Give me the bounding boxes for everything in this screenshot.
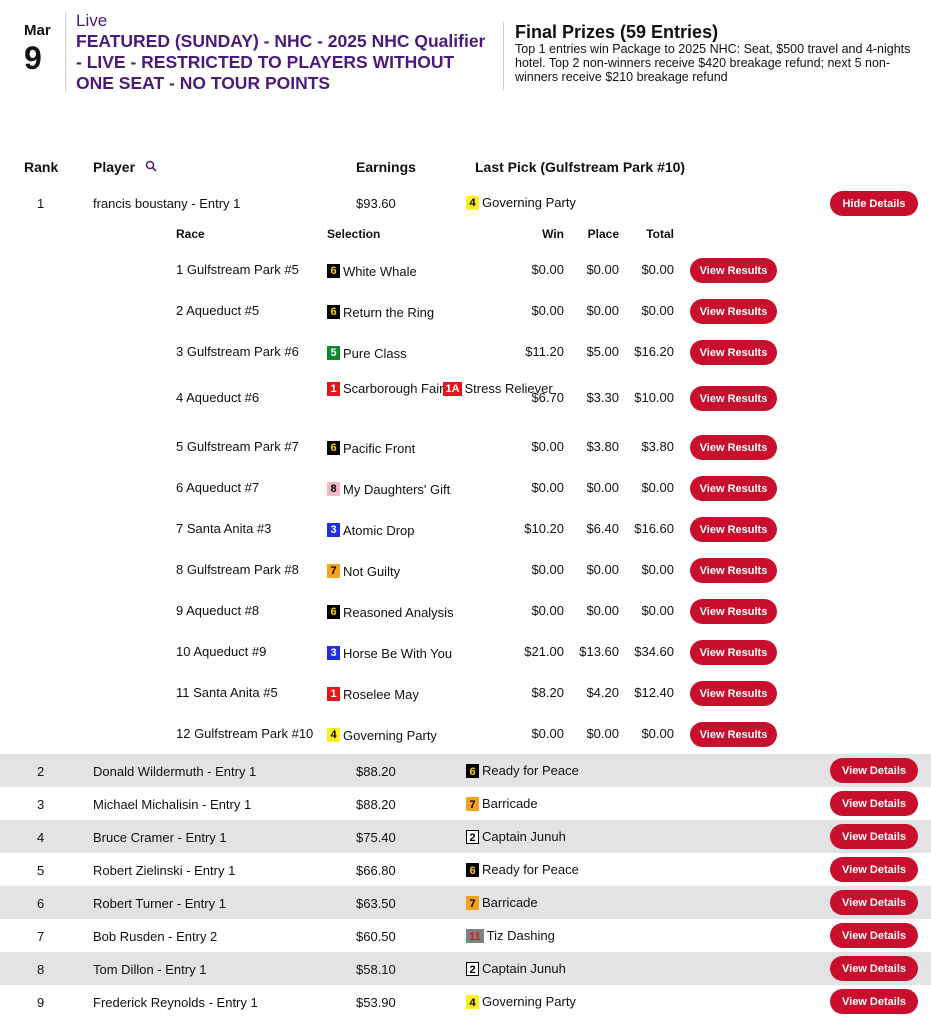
prizes-title: Final Prizes (59 Entries) bbox=[515, 22, 719, 42]
win-amount: $6.70 bbox=[531, 390, 564, 405]
selection-pick bbox=[327, 646, 452, 661]
race-detail-row bbox=[0, 338, 931, 366]
horse-name: Barricade bbox=[482, 895, 538, 910]
place-amount: $0.00 bbox=[586, 480, 619, 495]
rank: 7 bbox=[37, 929, 45, 944]
selection-column-header: Selection bbox=[327, 227, 381, 241]
horse-name: Reasoned Analysis bbox=[343, 604, 454, 620]
view-results-button[interactable]: View Results bbox=[690, 599, 777, 624]
place-amount: $5.00 bbox=[586, 344, 619, 359]
program-number: 7 bbox=[466, 896, 479, 910]
horse-name: Governing Party bbox=[482, 994, 576, 1009]
win-amount: $0.00 bbox=[531, 726, 564, 741]
race-column-header: Race bbox=[176, 227, 205, 241]
place-amount: $4.20 bbox=[586, 685, 619, 700]
rank-column-header: Rank bbox=[24, 159, 59, 175]
win-amount: $21.00 bbox=[524, 644, 564, 659]
program-number: 6 bbox=[466, 764, 479, 778]
earnings: $75.40 bbox=[356, 830, 396, 845]
race-name: 8 Gulfstream Park #8 bbox=[176, 562, 299, 577]
leaderboard-row bbox=[0, 820, 931, 853]
program-number: 6 bbox=[327, 441, 340, 455]
event-info bbox=[76, 11, 486, 94]
race-name: 12 Gulfstream Park #10 bbox=[176, 726, 314, 741]
earnings: $88.20 bbox=[356, 797, 396, 812]
race-name: 7 Santa Anita #3 bbox=[176, 521, 272, 536]
horse-name: Scarborough Fair bbox=[343, 381, 444, 396]
total-amount: $10.00 bbox=[634, 390, 674, 405]
selection bbox=[327, 439, 415, 456]
earnings: $60.50 bbox=[356, 929, 396, 944]
earnings: $53.90 bbox=[356, 995, 396, 1010]
player-name[interactable]: Robert Turner - Entry 1 bbox=[93, 896, 226, 911]
selection bbox=[327, 521, 415, 538]
program-number: 1 bbox=[327, 687, 340, 701]
horse-name: Tiz Dashing bbox=[486, 928, 555, 943]
last-pick bbox=[466, 195, 576, 210]
horse-name: Roselee May bbox=[343, 686, 419, 702]
selection-pick bbox=[327, 305, 434, 320]
selection-pick bbox=[327, 564, 400, 579]
horse-name: Ready for Peace bbox=[482, 763, 579, 778]
race-name: 11 Santa Anita #5 bbox=[176, 685, 278, 700]
total-column-header: Total bbox=[646, 227, 674, 241]
selection bbox=[327, 303, 434, 320]
leaderboard-row bbox=[0, 952, 931, 985]
horse-name: Pure Class bbox=[343, 345, 407, 361]
selection bbox=[327, 603, 454, 620]
program-number: 6 bbox=[466, 863, 479, 877]
place-column-header: Place bbox=[587, 227, 619, 241]
rank: 4 bbox=[37, 830, 45, 845]
place-amount: $0.00 bbox=[586, 303, 619, 318]
race-detail-row bbox=[0, 297, 931, 325]
selection-pick bbox=[327, 482, 450, 497]
place-amount: $3.80 bbox=[586, 439, 619, 454]
last-pick bbox=[466, 763, 579, 778]
leaderboard-row bbox=[0, 919, 931, 952]
program-number: 5 bbox=[327, 346, 340, 360]
place-amount: $13.60 bbox=[579, 644, 619, 659]
race-detail-row bbox=[0, 720, 931, 748]
view-details-button[interactable]: View Details bbox=[830, 923, 918, 948]
total-amount: $16.60 bbox=[634, 521, 674, 536]
event-month: Mar bbox=[24, 22, 51, 39]
last-pick bbox=[466, 895, 538, 910]
earnings: $66.80 bbox=[356, 863, 396, 878]
player-column-header bbox=[93, 159, 157, 175]
program-number: 1A bbox=[445, 382, 460, 395]
race-name: 9 Aqueduct #8 bbox=[176, 603, 260, 618]
win-column-header: Win bbox=[542, 227, 564, 241]
selection bbox=[327, 644, 452, 661]
place-amount: $0.00 bbox=[586, 726, 619, 741]
total-amount: $0.00 bbox=[641, 303, 674, 318]
total-amount: $0.00 bbox=[641, 562, 674, 577]
view-results-button[interactable]: View Results bbox=[690, 258, 777, 283]
selection-pick bbox=[327, 728, 437, 743]
win-amount: $8.20 bbox=[531, 685, 564, 700]
player-name[interactable]: francis boustany - Entry 1 bbox=[93, 196, 241, 211]
race-name: 3 Gulfstream Park #6 bbox=[176, 344, 299, 359]
view-details-button[interactable]: View Details bbox=[830, 824, 918, 849]
total-amount: $0.00 bbox=[641, 603, 674, 618]
horse-name: Return the Ring bbox=[343, 304, 435, 320]
earnings: $88.20 bbox=[356, 764, 396, 779]
program-number: 4 bbox=[466, 995, 479, 1009]
selection-pick bbox=[327, 687, 419, 702]
player-name[interactable]: Tom Dillon - Entry 1 bbox=[93, 962, 207, 977]
earnings: $93.60 bbox=[356, 196, 396, 211]
selection-pick bbox=[327, 381, 443, 396]
selection bbox=[327, 562, 400, 579]
total-amount: $0.00 bbox=[641, 480, 674, 495]
event-day: 9 bbox=[24, 40, 42, 76]
earnings-column-header: Earnings bbox=[356, 159, 416, 175]
horse-name: Horse Be With You bbox=[343, 645, 453, 661]
place-amount: $0.00 bbox=[586, 262, 619, 277]
rank: 1 bbox=[37, 196, 45, 211]
player-name[interactable]: Michael Michalisin - Entry 1 bbox=[93, 797, 252, 812]
program-number: 7 bbox=[327, 564, 340, 578]
view-details-button[interactable]: View Details bbox=[830, 791, 918, 816]
program-number: 4 bbox=[327, 728, 340, 742]
race-detail-row bbox=[0, 515, 931, 543]
program-number: 3 bbox=[327, 646, 340, 660]
win-amount: $0.00 bbox=[531, 303, 564, 318]
total-amount: $12.40 bbox=[634, 685, 674, 700]
win-amount: $0.00 bbox=[531, 603, 564, 618]
horse-name: Atomic Drop bbox=[343, 522, 415, 538]
horse-name: Captain Junuh bbox=[482, 829, 566, 844]
last-pick bbox=[466, 994, 576, 1009]
search-icon[interactable] bbox=[145, 159, 157, 175]
rank: 2 bbox=[37, 764, 45, 779]
view-results-button[interactable]: View Results bbox=[690, 517, 777, 542]
win-amount: $0.00 bbox=[531, 562, 564, 577]
view-results-button[interactable]: View Results bbox=[690, 386, 777, 411]
view-results-button[interactable]: View Results bbox=[690, 640, 777, 665]
race-name: 4 Aqueduct #6 bbox=[176, 390, 260, 405]
total-amount: $16.20 bbox=[634, 344, 674, 359]
program-number: 2 bbox=[466, 830, 479, 844]
program-number: 4 bbox=[466, 196, 479, 210]
race-detail-row bbox=[0, 256, 931, 284]
leaderboard-row bbox=[0, 985, 931, 1018]
player-name[interactable]: Bruce Cramer - Entry 1 bbox=[93, 830, 227, 845]
selection bbox=[327, 726, 437, 743]
prizes-panel bbox=[515, 22, 929, 84]
win-amount: $10.20 bbox=[524, 521, 564, 536]
race-name: 1 Gulfstream Park #5 bbox=[176, 262, 299, 277]
rank: 3 bbox=[37, 797, 45, 812]
leaderboard-row bbox=[0, 853, 931, 886]
horse-name: My Daughters' Gift bbox=[343, 481, 451, 497]
selection-pick bbox=[327, 346, 407, 361]
earnings: $63.50 bbox=[356, 896, 396, 911]
last-pick bbox=[466, 796, 538, 811]
last-pick bbox=[466, 862, 579, 877]
program-number: 8 bbox=[327, 482, 340, 496]
selection-pick bbox=[327, 441, 415, 456]
view-details-button[interactable]: View Details bbox=[830, 758, 918, 783]
view-details-button[interactable]: View Details bbox=[830, 857, 918, 882]
leaderboard-row-leader bbox=[0, 189, 931, 219]
place-amount: $0.00 bbox=[586, 603, 619, 618]
race-detail-row bbox=[0, 433, 931, 461]
horse-name: Not Guilty bbox=[343, 563, 401, 579]
selection bbox=[327, 480, 450, 497]
horse-name: Captain Junuh bbox=[482, 961, 566, 976]
prizes-description: Top 1 entries win Package to 2025 NHC: Seat, $500 travel and 4-nights hotel. Top 2 non-winners receive $420 breakage refund; next 5 non-winners receive $210 breakage refund bbox=[515, 42, 911, 84]
view-results-button[interactable]: View Results bbox=[690, 681, 777, 706]
total-amount: $34.60 bbox=[634, 644, 674, 659]
selection bbox=[327, 262, 417, 279]
program-number: 3 bbox=[327, 523, 340, 537]
total-amount: $3.80 bbox=[641, 439, 674, 454]
player-column-label: Player bbox=[93, 159, 136, 175]
view-details-button[interactable]: View Details bbox=[830, 890, 918, 915]
race-detail-row bbox=[0, 556, 931, 584]
view-results-button[interactable]: View Results bbox=[690, 299, 777, 324]
player-name[interactable]: Donald Wildermuth - Entry 1 bbox=[93, 764, 257, 779]
rank: 5 bbox=[37, 863, 45, 878]
selection-pick bbox=[327, 264, 417, 279]
race-detail-row bbox=[0, 638, 931, 666]
player-name[interactable]: Frederick Reynolds - Entry 1 bbox=[93, 995, 258, 1010]
program-number: 7 bbox=[466, 797, 479, 811]
rank: 8 bbox=[37, 962, 45, 977]
rank: 9 bbox=[37, 995, 45, 1010]
player-name[interactable]: Bob Rusden - Entry 2 bbox=[93, 929, 218, 944]
event-status: Live bbox=[76, 11, 108, 30]
earnings: $58.10 bbox=[356, 962, 396, 977]
program-number: 6 bbox=[327, 305, 340, 319]
leaderboard-row bbox=[0, 886, 931, 919]
horse-name: Governing Party bbox=[482, 195, 576, 210]
race-name: 2 Aqueduct #5 bbox=[176, 303, 260, 318]
race-name: 5 Gulfstream Park #7 bbox=[176, 439, 299, 454]
horse-name: Pacific Front bbox=[343, 440, 416, 456]
race-name: 6 Aqueduct #7 bbox=[176, 480, 260, 495]
event-title: FEATURED (SUNDAY) - NHC - 2025 NHC Qualifier - LIVE - RESTRICTED TO PLAYERS WITHOUT ONE SEAT - NO TOUR POINTS bbox=[76, 31, 486, 93]
last-pick bbox=[466, 829, 566, 844]
view-results-button[interactable]: View Results bbox=[690, 558, 777, 583]
event-header bbox=[0, 0, 931, 110]
selection-pick bbox=[327, 605, 454, 620]
win-amount: $0.00 bbox=[531, 262, 564, 277]
view-results-button[interactable]: View Results bbox=[690, 722, 777, 747]
player-name[interactable]: Robert Zielinski - Entry 1 bbox=[93, 863, 236, 878]
leaderboard-row bbox=[0, 787, 931, 820]
place-amount: $6.40 bbox=[586, 521, 619, 536]
horse-name: Governing Party bbox=[343, 727, 437, 743]
race-detail-row bbox=[0, 474, 931, 502]
win-amount: $0.00 bbox=[531, 480, 564, 495]
selection bbox=[327, 344, 407, 361]
view-results-button[interactable]: View Results bbox=[690, 476, 777, 501]
total-amount: $0.00 bbox=[641, 726, 674, 741]
view-results-button[interactable]: View Results bbox=[690, 435, 777, 460]
win-amount: $0.00 bbox=[531, 439, 564, 454]
race-detail-row bbox=[0, 679, 931, 707]
race-name: 10 Aqueduct #9 bbox=[176, 644, 267, 659]
view-details-button[interactable]: View Details bbox=[830, 989, 918, 1014]
win-amount: $11.20 bbox=[525, 344, 564, 359]
place-amount: $3.30 bbox=[586, 390, 619, 405]
divider bbox=[65, 12, 66, 92]
leaderboard-header bbox=[0, 155, 931, 179]
details-header bbox=[0, 222, 931, 246]
race-detail-row bbox=[0, 597, 931, 625]
last-pick bbox=[466, 928, 555, 943]
horse-name: Barricade bbox=[482, 796, 538, 811]
program-number: 6 bbox=[327, 605, 340, 619]
selection bbox=[327, 685, 419, 702]
hide-details-button[interactable]: Hide Details bbox=[830, 191, 918, 216]
selection-pick bbox=[327, 523, 415, 538]
program-number: 2 bbox=[466, 962, 479, 976]
place-amount: $0.00 bbox=[586, 562, 619, 577]
horse-name: White Whale bbox=[343, 263, 417, 279]
last-pick-column-header: Last Pick (Gulfstream Park #10) bbox=[475, 159, 686, 175]
program-number: 6 bbox=[327, 264, 340, 278]
last-pick bbox=[466, 961, 566, 976]
view-results-button[interactable]: View Results bbox=[690, 340, 777, 365]
program-number: 11 bbox=[466, 929, 484, 943]
race-detail-row bbox=[0, 379, 931, 417]
total-amount: $0.00 bbox=[641, 262, 674, 277]
leaderboard-row bbox=[0, 754, 931, 787]
horse-name: Ready for Peace bbox=[482, 862, 579, 877]
rank: 6 bbox=[37, 896, 45, 911]
view-details-button[interactable]: View Details bbox=[830, 956, 918, 981]
divider bbox=[503, 22, 504, 90]
horse-name: Stress Reliever bbox=[464, 381, 553, 396]
program-number: 1 bbox=[327, 382, 340, 396]
